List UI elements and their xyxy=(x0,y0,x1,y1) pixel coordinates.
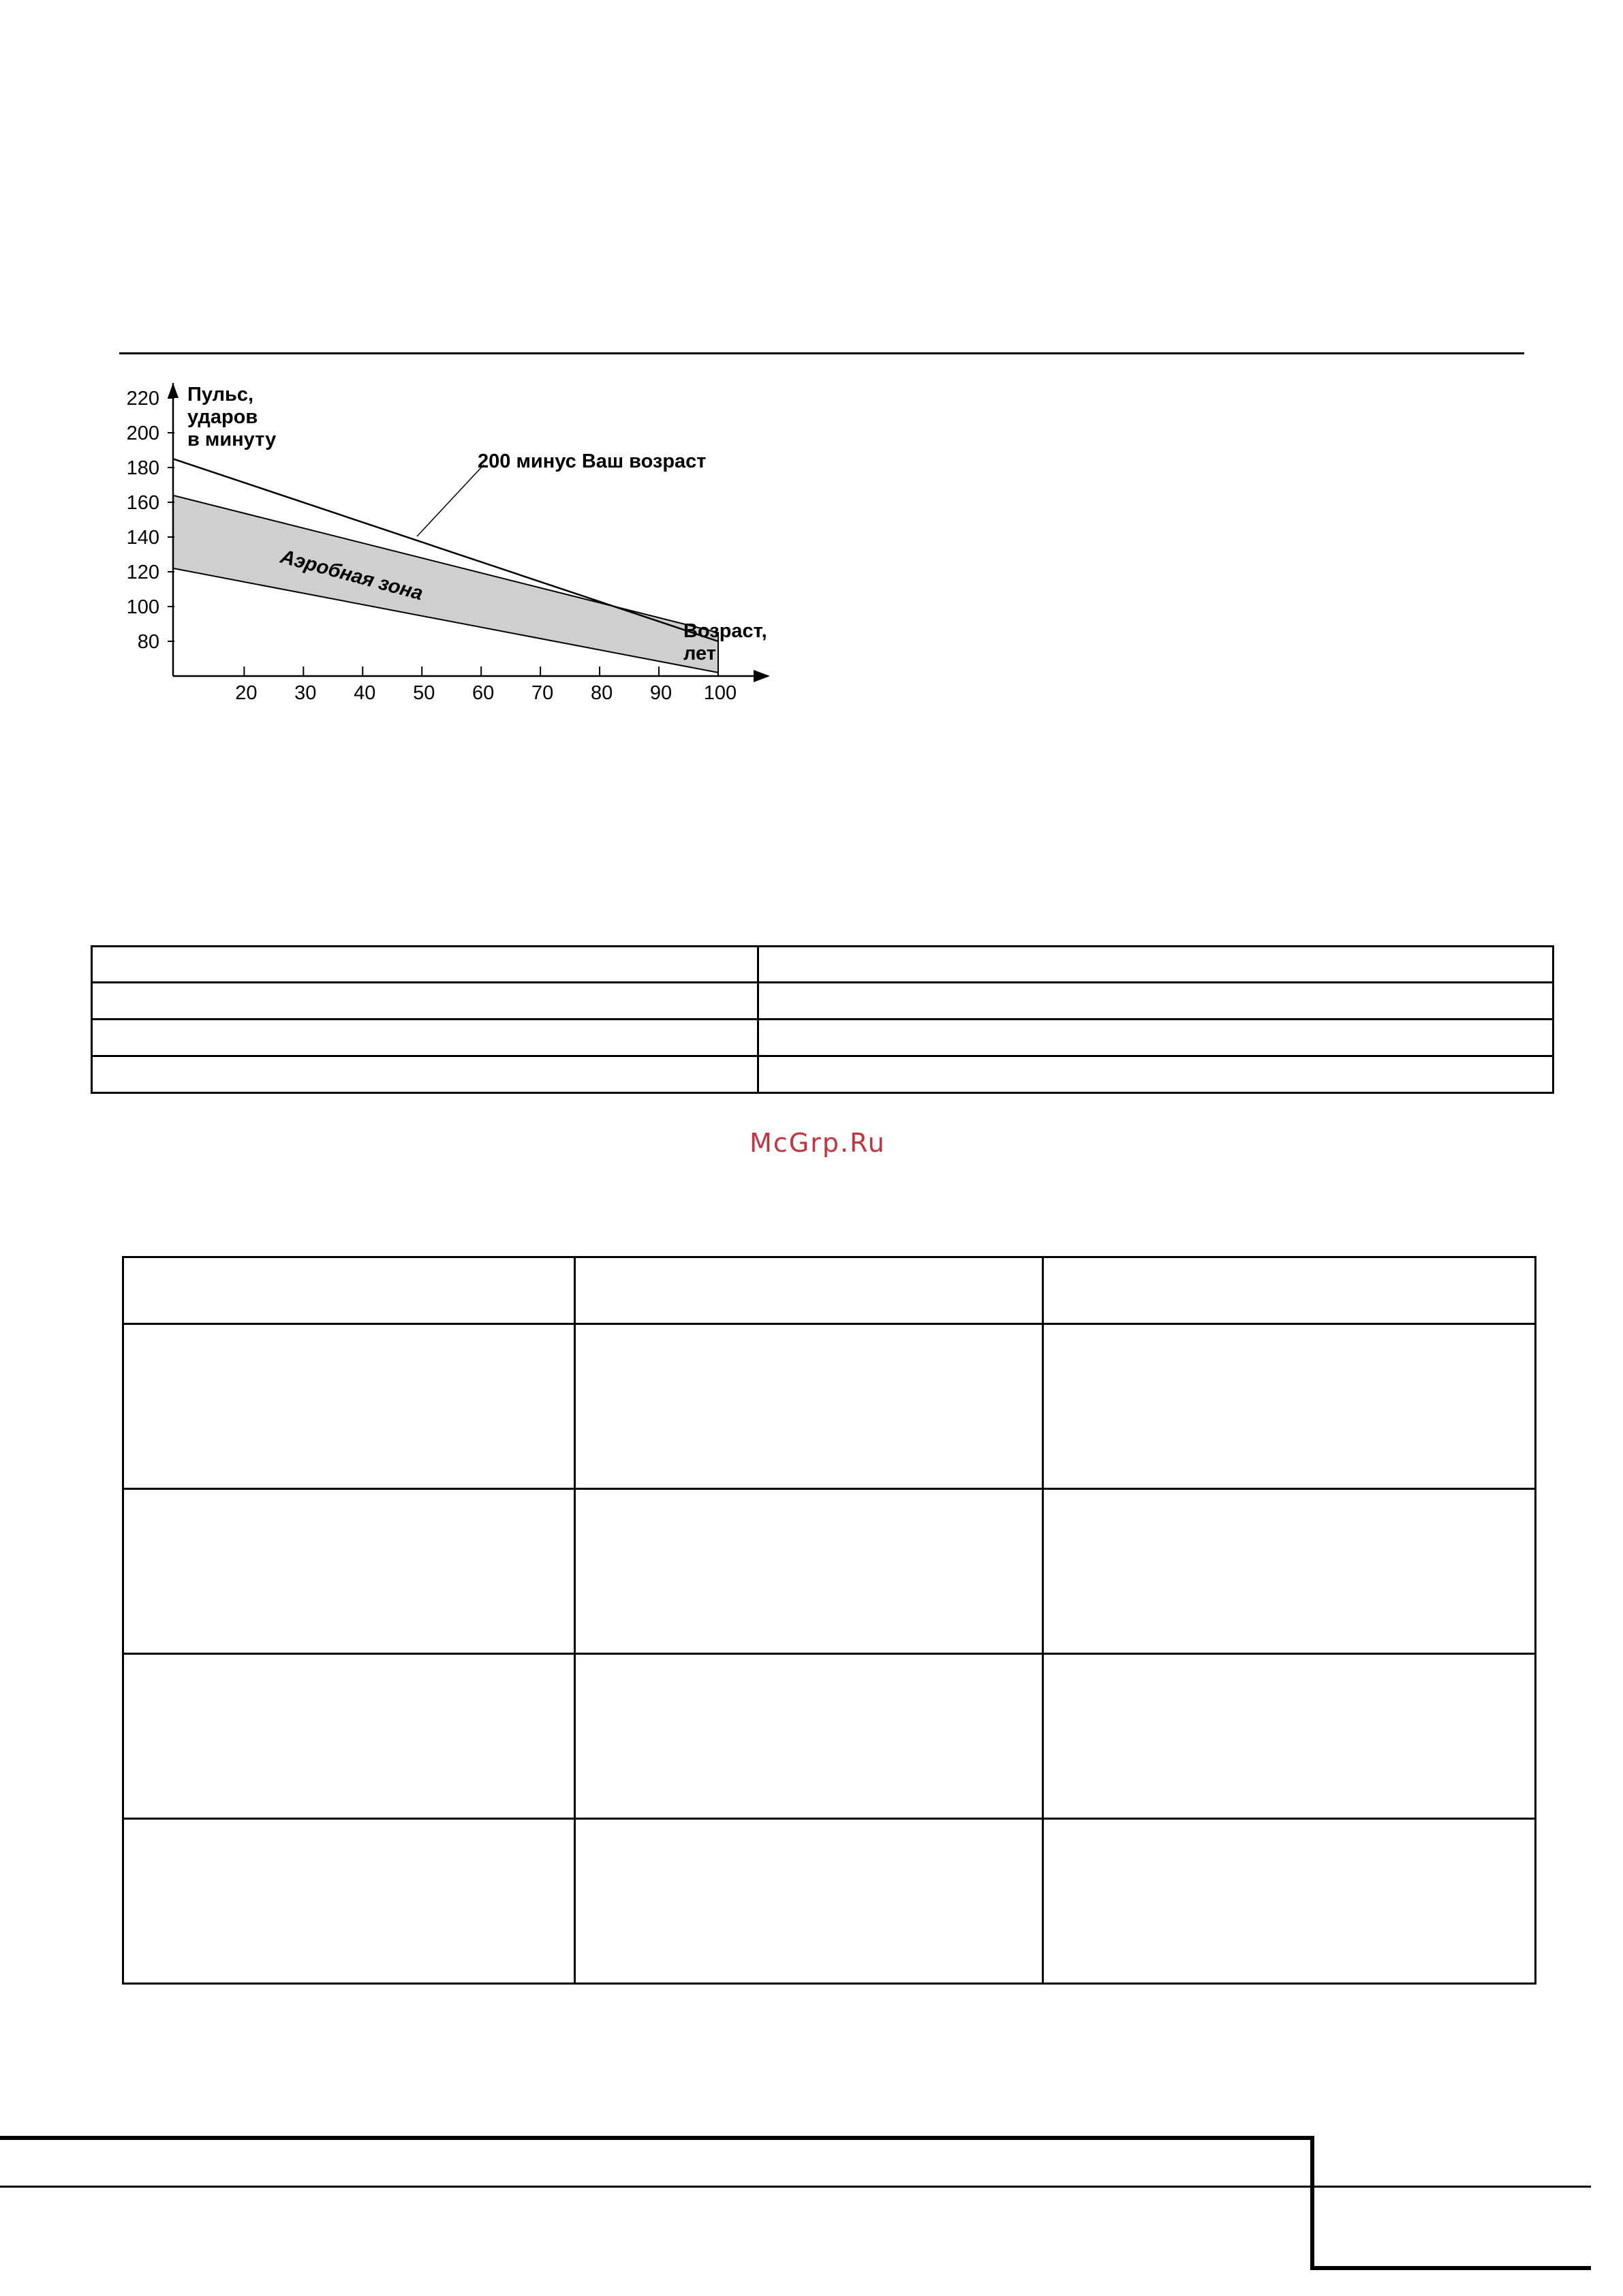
x-axis-label-line-1: Возраст, xyxy=(683,620,767,642)
y-tick-label: 120 xyxy=(126,562,159,583)
x-tick-label: 40 xyxy=(354,682,376,704)
table-cell xyxy=(575,1324,1043,1489)
table-cell xyxy=(123,1324,575,1489)
x-tick-label: 30 xyxy=(294,682,317,704)
table-cell xyxy=(123,1819,575,1984)
y-tick-label: 200 xyxy=(126,423,159,444)
aerobic-zone-band xyxy=(173,495,718,673)
table-cell xyxy=(123,1257,575,1324)
y-axis-label-line-2: ударов xyxy=(187,406,258,428)
x-tick-label: 70 xyxy=(531,682,554,704)
table-cell xyxy=(575,1257,1043,1324)
top-rule xyxy=(119,352,1524,354)
table-cell xyxy=(575,1489,1043,1654)
table-cell xyxy=(1043,1489,1536,1654)
y-axis-label-line-3: в минуту xyxy=(187,429,277,450)
x-tick-label: 20 xyxy=(235,682,258,704)
x-tick-label: 100 xyxy=(703,682,737,704)
x-tick-label: 90 xyxy=(649,682,673,704)
footer-rule-bottom xyxy=(1310,2266,1591,2270)
y-axis-arrow xyxy=(168,383,179,398)
table-cell xyxy=(123,1489,575,1654)
x-tick-label: 80 xyxy=(590,682,613,704)
table-cell xyxy=(758,1020,1554,1056)
footer-rule-top xyxy=(0,2136,1314,2140)
table-cell xyxy=(758,983,1554,1020)
table-cell xyxy=(123,1654,575,1819)
table-cell xyxy=(758,1056,1554,1093)
table-cell xyxy=(92,983,758,1020)
table-row xyxy=(92,947,1554,983)
y-tick-label: 140 xyxy=(126,527,159,549)
table-cell xyxy=(575,1819,1043,1984)
table-cell xyxy=(92,1056,758,1093)
y-tick-label: 80 xyxy=(137,631,159,653)
x-axis-arrow xyxy=(754,670,770,682)
y-axis-label xyxy=(187,384,276,450)
table-row xyxy=(123,1819,1536,1984)
zone-label: Аэробная зона xyxy=(278,545,426,605)
footer-rule-middle xyxy=(0,2186,1591,2188)
y-tick-label: 180 xyxy=(126,457,159,479)
x-axis-label-line-2: лет xyxy=(683,643,716,664)
table-cell xyxy=(1043,1654,1536,1819)
y-tick-label: 100 xyxy=(126,596,159,618)
table-row xyxy=(123,1489,1536,1654)
max-line-leader xyxy=(417,465,484,536)
max-line-label: 200 минус Ваш возраст xyxy=(478,450,707,472)
table-2 xyxy=(122,1256,1536,1985)
table-row xyxy=(123,1257,1536,1324)
table-cell xyxy=(1043,1324,1536,1489)
table-1 xyxy=(91,945,1554,1094)
table-row xyxy=(92,983,1554,1020)
x-tick-label: 60 xyxy=(472,682,495,704)
heart-rate-chart xyxy=(102,368,784,722)
table-cell xyxy=(92,1020,758,1056)
table-row xyxy=(123,1654,1536,1819)
table-cell xyxy=(92,947,758,983)
y-tick-label: 160 xyxy=(126,492,159,514)
table-cell xyxy=(1043,1257,1536,1324)
x-tick-label: 50 xyxy=(413,682,435,704)
table-cell xyxy=(575,1654,1043,1819)
table-row xyxy=(92,1056,1554,1093)
x-axis-label xyxy=(683,620,773,664)
watermark: McGrp.Ru xyxy=(749,1128,886,1158)
footer-rule-vertical xyxy=(1310,2136,1314,2270)
y-tick-label: 220 xyxy=(126,388,159,410)
table-row xyxy=(123,1324,1536,1489)
y-axis-label-line-1: Пульс, xyxy=(187,384,254,405)
table-row xyxy=(92,1020,1554,1056)
table-cell xyxy=(1043,1819,1536,1984)
table-cell xyxy=(758,947,1554,983)
